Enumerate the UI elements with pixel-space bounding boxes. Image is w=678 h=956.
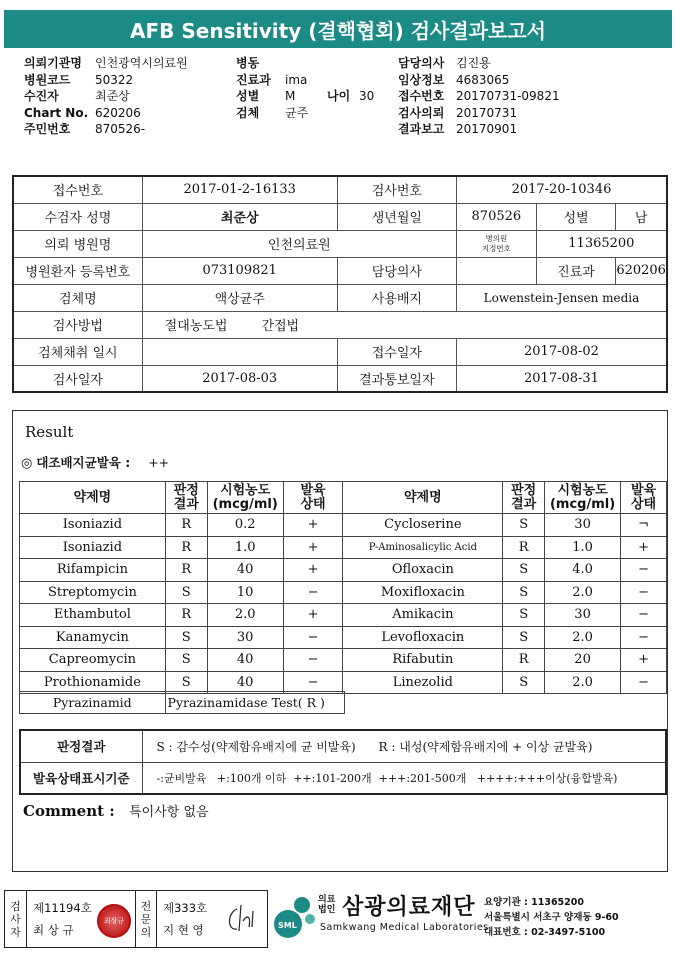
drug-result: S [165, 626, 207, 649]
org-eng-name: Samkwang Medical Laboratories [320, 922, 489, 933]
drug-name: Streptomycin [20, 581, 166, 604]
age-label: 나이 [327, 89, 351, 103]
designated-number: 11365200 [536, 230, 667, 257]
drug-name: Isoniazid [20, 536, 166, 559]
method-label: 검사방법 [13, 311, 142, 338]
info-value: 20170901 [456, 122, 518, 136]
drug-name: Amikacin [343, 604, 503, 627]
org-address [484, 895, 619, 940]
drug-conc: 1.0 [545, 536, 621, 559]
collect-value [142, 338, 337, 365]
info-label: 임상정보 [398, 72, 445, 87]
report-title: AFB Sensitivity (결핵협회) 검사결과보고서 [4, 10, 672, 48]
drug-result: S [503, 671, 545, 694]
info-value: 최준상 [95, 89, 130, 103]
medium-value: Lowenstein-Jensen media [456, 284, 667, 311]
info-label: 성별 [236, 89, 260, 103]
patient-label: 수검자 성명 [13, 203, 142, 230]
bullet-circle-icon: ◎ [21, 456, 33, 471]
info-value: 620206 [95, 105, 141, 120]
info-label: 병원코드 [24, 72, 71, 87]
drug-result: S [165, 671, 207, 694]
drug-growth: − [621, 581, 667, 604]
header-judge-line1: 판정 [173, 482, 199, 498]
info-label: 접수번호 [398, 89, 445, 103]
drug-result: S [503, 604, 545, 627]
info-mid [236, 55, 374, 121]
drug-conc: 2.0 [545, 581, 621, 604]
info-value: 4683065 [456, 72, 510, 87]
info-label: 의뢰기관명 [24, 56, 82, 70]
drug-growth: − [621, 671, 667, 694]
inspector-license: 제11194호 [33, 901, 92, 915]
table-row [20, 514, 667, 537]
drug-conc: 40 [207, 559, 283, 582]
drug-name: Rifabutin [343, 649, 503, 672]
receipt-no-label: 접수번호 [13, 176, 142, 203]
header-conc-line2: (mcg/ml) [549, 496, 616, 512]
test-no-label: 검사번호 [337, 176, 456, 203]
seal-stamp [97, 904, 131, 938]
drug-growth: − [283, 671, 343, 694]
control-value: ++ [148, 455, 170, 470]
growth-legend-label: 발육상태표시기준 [20, 762, 142, 794]
comment-label: Comment : [23, 802, 115, 820]
drug-result: S [503, 559, 545, 582]
info-value: 균주 [285, 105, 309, 120]
specialist-label [135, 891, 157, 947]
drug-name: Levofloxacin [343, 626, 503, 649]
designated-label [456, 230, 536, 257]
birth-value: 870526 [456, 203, 536, 230]
info-value: 50322 [95, 72, 134, 87]
drug-result: R [165, 514, 207, 537]
drug-growth: + [283, 536, 343, 559]
judge-legend-label: 판정결과 [20, 730, 142, 762]
drug-result: S [165, 649, 207, 672]
specimen-value: 액상균주 [142, 284, 337, 311]
info-value: 김진용 [456, 56, 491, 70]
control-growth [21, 453, 169, 471]
drug-table [19, 481, 667, 694]
received-value: 2017-08-02 [456, 338, 667, 365]
drug-name: Rifampicin [20, 559, 166, 582]
table-row [20, 626, 667, 649]
inspector-label-char: 검 [10, 899, 21, 913]
drug-name: Capreomycin [20, 649, 166, 672]
drug-growth: − [621, 559, 667, 582]
pyrazinamid-name: Pyrazinamid [20, 692, 166, 714]
header-judge [165, 482, 207, 514]
info-value: ima [285, 72, 308, 87]
header-judge-line1: 판정 [511, 482, 537, 498]
drug-conc: 1.0 [207, 536, 283, 559]
patient-name: 최준상 [142, 203, 337, 230]
drug-name: Kanamycin [20, 626, 166, 649]
legend-table [19, 729, 667, 795]
info-label: 병동 [236, 56, 260, 70]
receipt-no: 2017-01-2-16133 [142, 176, 337, 203]
header-conc-line1: 시험농도 [557, 482, 608, 498]
growth-legend-text: -:균비발육 +:100개 이하 ++:101-200개 +++:201-500개 ++++:+++이상(융합발육) [142, 762, 666, 794]
comment [23, 801, 209, 820]
hosp-reg-label: 병원환자 등록번호 [13, 257, 142, 284]
signature-icon [223, 901, 259, 937]
sml-logo-icon [272, 893, 318, 943]
table-row [20, 581, 667, 604]
seal-text: 최상규 [103, 917, 125, 925]
drug-growth: + [283, 604, 343, 627]
header-conc-line1: 시험농도 [220, 482, 271, 498]
org-name: 삼광의료재단 [342, 895, 476, 920]
drug-conc: 0.2 [207, 514, 283, 537]
drug-result: R [165, 559, 207, 582]
inspector-info [33, 897, 92, 941]
drug-conc: 4.0 [545, 559, 621, 582]
drug-growth: + [283, 559, 343, 582]
logo-text: SML [278, 921, 297, 930]
info-label: 수진자 [24, 89, 59, 103]
header-drug: 약제명 [20, 482, 166, 514]
specimen-label: 검체명 [13, 284, 142, 311]
specialist-label-char: 의 [140, 925, 152, 939]
header-drug: 약제명 [343, 482, 503, 514]
drug-conc: 2.0 [545, 626, 621, 649]
care-institution-code: 요양기관 : 11365200 [484, 897, 585, 908]
drug-result: S [503, 626, 545, 649]
header-growth [283, 482, 343, 514]
hospital-label: 의뢰 병원명 [13, 230, 142, 257]
designated-label-line1: 병의원 [485, 233, 508, 243]
result-title: Result [25, 423, 74, 441]
drug-result: S [165, 581, 207, 604]
method-absolute: 절대농도법 [164, 319, 228, 334]
header-growth-line2: 상태 [630, 496, 657, 512]
judge-legend-text: S : 감수성(약제함유배지에 균 비발육) R : 내성(약제함유배지에 + 이상 균발육) [142, 730, 666, 762]
hosp-reg-number: 073109821 [142, 257, 337, 284]
drug-growth: + [621, 649, 667, 672]
registration-table [12, 175, 668, 393]
drug-conc: 40 [207, 671, 283, 694]
drug-growth: − [283, 649, 343, 672]
inspector-label [5, 891, 27, 947]
drug-result: R [503, 536, 545, 559]
drug-conc: 2.0 [207, 604, 283, 627]
header-growth-line2: 상태 [300, 496, 326, 512]
drug-name: Prothionamide [20, 671, 166, 694]
header-conc-line2: (mcg/ml) [212, 496, 278, 512]
info-value: 20170731 [456, 105, 518, 120]
dept-value: 620206 [616, 257, 667, 284]
inspector-name: 최 상 규 [33, 923, 74, 937]
drug-result: R [165, 604, 207, 627]
drug-name: Linezolid [343, 671, 503, 694]
control-label: 대조배지균발육 : [36, 455, 131, 470]
sex-label: 성별 [536, 203, 616, 230]
specialist-label-char: 전 [140, 899, 152, 913]
dept-label: 진료과 [536, 257, 616, 284]
header-growth [621, 482, 667, 514]
signature-box [4, 890, 268, 948]
drug-growth: − [621, 626, 667, 649]
drug-growth: ¬ [621, 514, 667, 537]
pyrazinamid-test: Pyrazinamidase Test( R ) [165, 692, 344, 714]
method-values [142, 311, 667, 338]
header-judge-line2: 결과 [173, 496, 199, 512]
drug-conc: 40 [207, 649, 283, 672]
info-value: M [285, 89, 296, 103]
header-conc [545, 482, 621, 514]
info-left [24, 55, 188, 138]
header-growth-line1: 발육 [300, 482, 326, 498]
header-conc [207, 482, 283, 514]
pyrazinamid-table [19, 691, 345, 714]
drug-result: R [503, 649, 545, 672]
specialist-name: 지 현 영 [163, 923, 204, 937]
table-row [20, 559, 667, 582]
drug-conc: 30 [545, 514, 621, 537]
drug-name: Ofloxacin [343, 559, 503, 582]
drug-name: Moxifloxacin [343, 581, 503, 604]
birth-label: 생년월일 [337, 203, 456, 230]
drug-name: Ethambutol [20, 604, 166, 627]
doctor-value [456, 257, 536, 284]
drug-growth: + [283, 514, 343, 537]
info-label: 담당의사 [398, 56, 445, 70]
inspector-label-char: 자 [10, 925, 21, 939]
info-right [398, 55, 560, 138]
drug-growth: − [283, 581, 343, 604]
drug-result: R [165, 536, 207, 559]
drug-conc: 10 [207, 581, 283, 604]
collect-label: 검체채취 일시 [13, 338, 142, 365]
sex-value: 남 [616, 203, 667, 230]
hospital-name: 인천의료원 [142, 230, 456, 257]
drug-conc: 2.0 [545, 671, 621, 694]
drug-conc: 30 [545, 604, 621, 627]
report-date-label: 결과통보일자 [337, 365, 456, 392]
info-label: 진료과 [236, 72, 271, 87]
test-date-value: 2017-08-03 [142, 365, 337, 392]
inspector-label-char: 사 [10, 912, 21, 926]
received-label: 접수일자 [337, 338, 456, 365]
info-label: Chart No. [24, 105, 89, 120]
drug-growth: − [621, 604, 667, 627]
table-row [20, 604, 667, 627]
info-label: 주민번호 [24, 122, 71, 136]
test-no: 2017-20-10346 [456, 176, 667, 203]
comment-text: 특이사항 없음 [129, 805, 209, 820]
medium-label: 사용배지 [337, 284, 456, 311]
designated-label-line2: 지정번호 [481, 243, 511, 253]
drug-result: S [503, 514, 545, 537]
info-value: 인천광역시의료원 [95, 56, 188, 70]
result-section [12, 410, 668, 872]
phone: 대표번호 : 02-3497-5100 [484, 927, 606, 938]
table-row [20, 536, 667, 559]
drug-growth: − [283, 626, 343, 649]
specialist-info [163, 897, 207, 941]
table-row [20, 649, 667, 672]
info-value: 870526- [95, 122, 146, 136]
table-row [20, 692, 345, 714]
drug-growth: + [621, 536, 667, 559]
drug-name: Isoniazid [20, 514, 166, 537]
test-date-label: 검사일자 [13, 365, 142, 392]
drug-result: S [503, 581, 545, 604]
address: 서울특별시 서초구 양재동 9-60 [484, 912, 619, 923]
specialist-label-char: 문 [140, 912, 152, 926]
specialist-license: 제333호 [163, 901, 208, 915]
info-label: 검체 [236, 105, 260, 120]
info-label: 검사의뢰 [398, 105, 445, 120]
header-judge-line2: 결과 [511, 496, 537, 512]
drug-name: Cycloserine [343, 514, 503, 537]
info-label: 결과보고 [398, 122, 445, 136]
method-indirect: 간접법 [261, 319, 300, 334]
drug-name: P-Aminosalicylic Acid [343, 536, 503, 559]
info-value: 20170731-09821 [456, 89, 560, 103]
report-date-value: 2017-08-31 [456, 365, 667, 392]
doctor-label: 담당의사 [337, 257, 456, 284]
drug-conc: 30 [207, 626, 283, 649]
org-corp: 의료법인 [318, 895, 336, 915]
drug-conc: 20 [545, 649, 621, 672]
header-growth-line1: 발육 [630, 482, 657, 498]
header-judge [503, 482, 545, 514]
age-value: 30 [359, 89, 375, 103]
